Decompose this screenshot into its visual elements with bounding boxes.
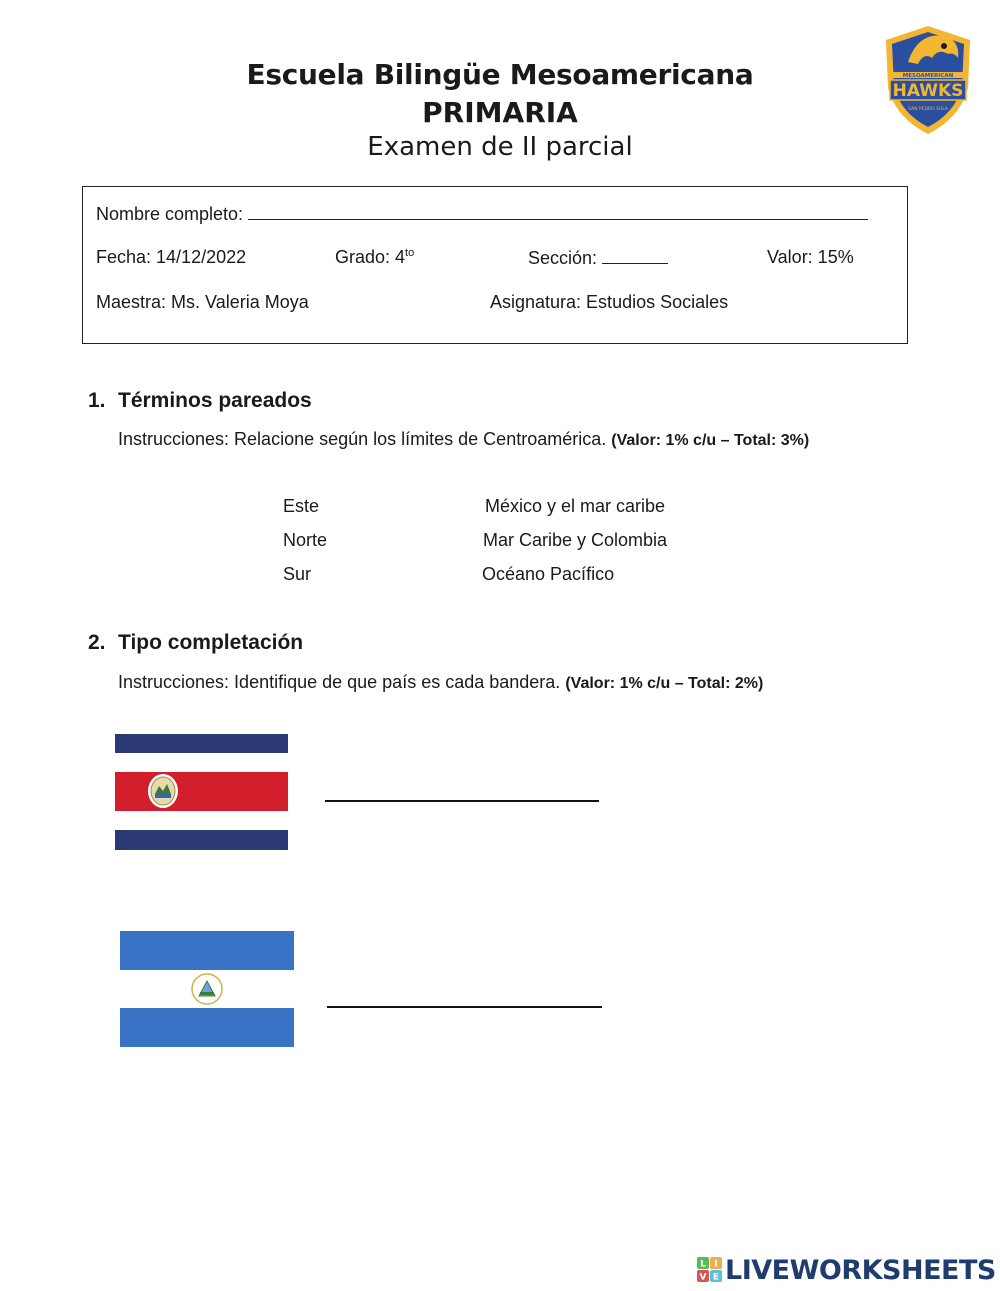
left-term-3[interactable]: Sur bbox=[283, 564, 312, 584]
section-field[interactable] bbox=[528, 247, 668, 269]
section-2-number: 2. bbox=[88, 631, 106, 654]
nicaragua-flag-icon bbox=[120, 931, 294, 1047]
section-1-title: Términos pareados bbox=[118, 389, 312, 412]
flag-1-answer-line[interactable] bbox=[325, 800, 599, 802]
flag-2-answer-line[interactable] bbox=[327, 1006, 602, 1008]
exam-title: Examen de II parcial bbox=[367, 132, 633, 162]
logo-bottom-text: SAN PEDRO SULA bbox=[908, 107, 948, 112]
value-text: Valor: 15% bbox=[767, 247, 854, 267]
liveworksheets-footer bbox=[697, 1254, 996, 1286]
liveworksheets-logo-icon bbox=[697, 1257, 723, 1283]
right-term-3[interactable]: Océano Pacífico bbox=[482, 564, 615, 584]
costa-rica-flag-icon bbox=[115, 734, 288, 850]
section-2-title: Tipo completación bbox=[118, 631, 304, 654]
section-blank[interactable] bbox=[602, 247, 668, 264]
section-2-instructions-text: Instrucciones: Identifique de que país es cada bandera. bbox=[118, 672, 561, 692]
right-term-1[interactable]: México y el mar caribe bbox=[485, 496, 666, 516]
section-2-instructions bbox=[118, 672, 763, 693]
section-label: Sección: bbox=[528, 248, 598, 268]
date-text: Fecha: 14/12/2022 bbox=[96, 247, 247, 267]
name-label: Nombre completo: bbox=[96, 204, 244, 224]
left-term-1[interactable]: Este bbox=[283, 496, 320, 516]
section-2-value: (Valor: 1% c/u – Total: 2%) bbox=[565, 675, 764, 692]
section-1-instructions bbox=[118, 429, 809, 450]
icon-letter-v: V bbox=[699, 1272, 707, 1283]
grade-text bbox=[335, 247, 414, 268]
grade-label: Grado: 4 bbox=[335, 247, 406, 267]
logo-top-text: MESOAMERICAN bbox=[902, 73, 954, 79]
icon-letter-l: L bbox=[700, 1259, 706, 1270]
left-term-2[interactable]: Norte bbox=[283, 530, 328, 550]
name-field[interactable] bbox=[96, 203, 868, 225]
logo-main-text: HAWKS bbox=[892, 81, 964, 101]
section-1-instructions-text: Instrucciones: Relacione según los límites de Centroamérica. bbox=[118, 429, 607, 449]
school-name: Escuela Bilingüe Mesoamericana bbox=[246, 58, 754, 91]
right-term-2[interactable]: Mar Caribe y Colombia bbox=[483, 530, 668, 550]
subject-text: Asignatura: Estudios Sociales bbox=[490, 292, 729, 312]
grade-sup: to bbox=[405, 247, 415, 259]
hawks-logo bbox=[878, 18, 978, 138]
icon-letter-i: I bbox=[714, 1259, 718, 1270]
teacher-text: Maestra: Ms. Valeria Moya bbox=[96, 292, 309, 312]
icon-letter-e: E bbox=[712, 1272, 720, 1283]
school-level: PRIMARIA bbox=[422, 96, 578, 129]
section-1-number: 1. bbox=[88, 389, 106, 412]
name-blank[interactable] bbox=[248, 203, 868, 220]
liveworksheets-brand: LIVEWORKSHEETS bbox=[725, 1254, 996, 1286]
section-1-value: (Valor: 1% c/u – Total: 3%) bbox=[611, 432, 810, 449]
